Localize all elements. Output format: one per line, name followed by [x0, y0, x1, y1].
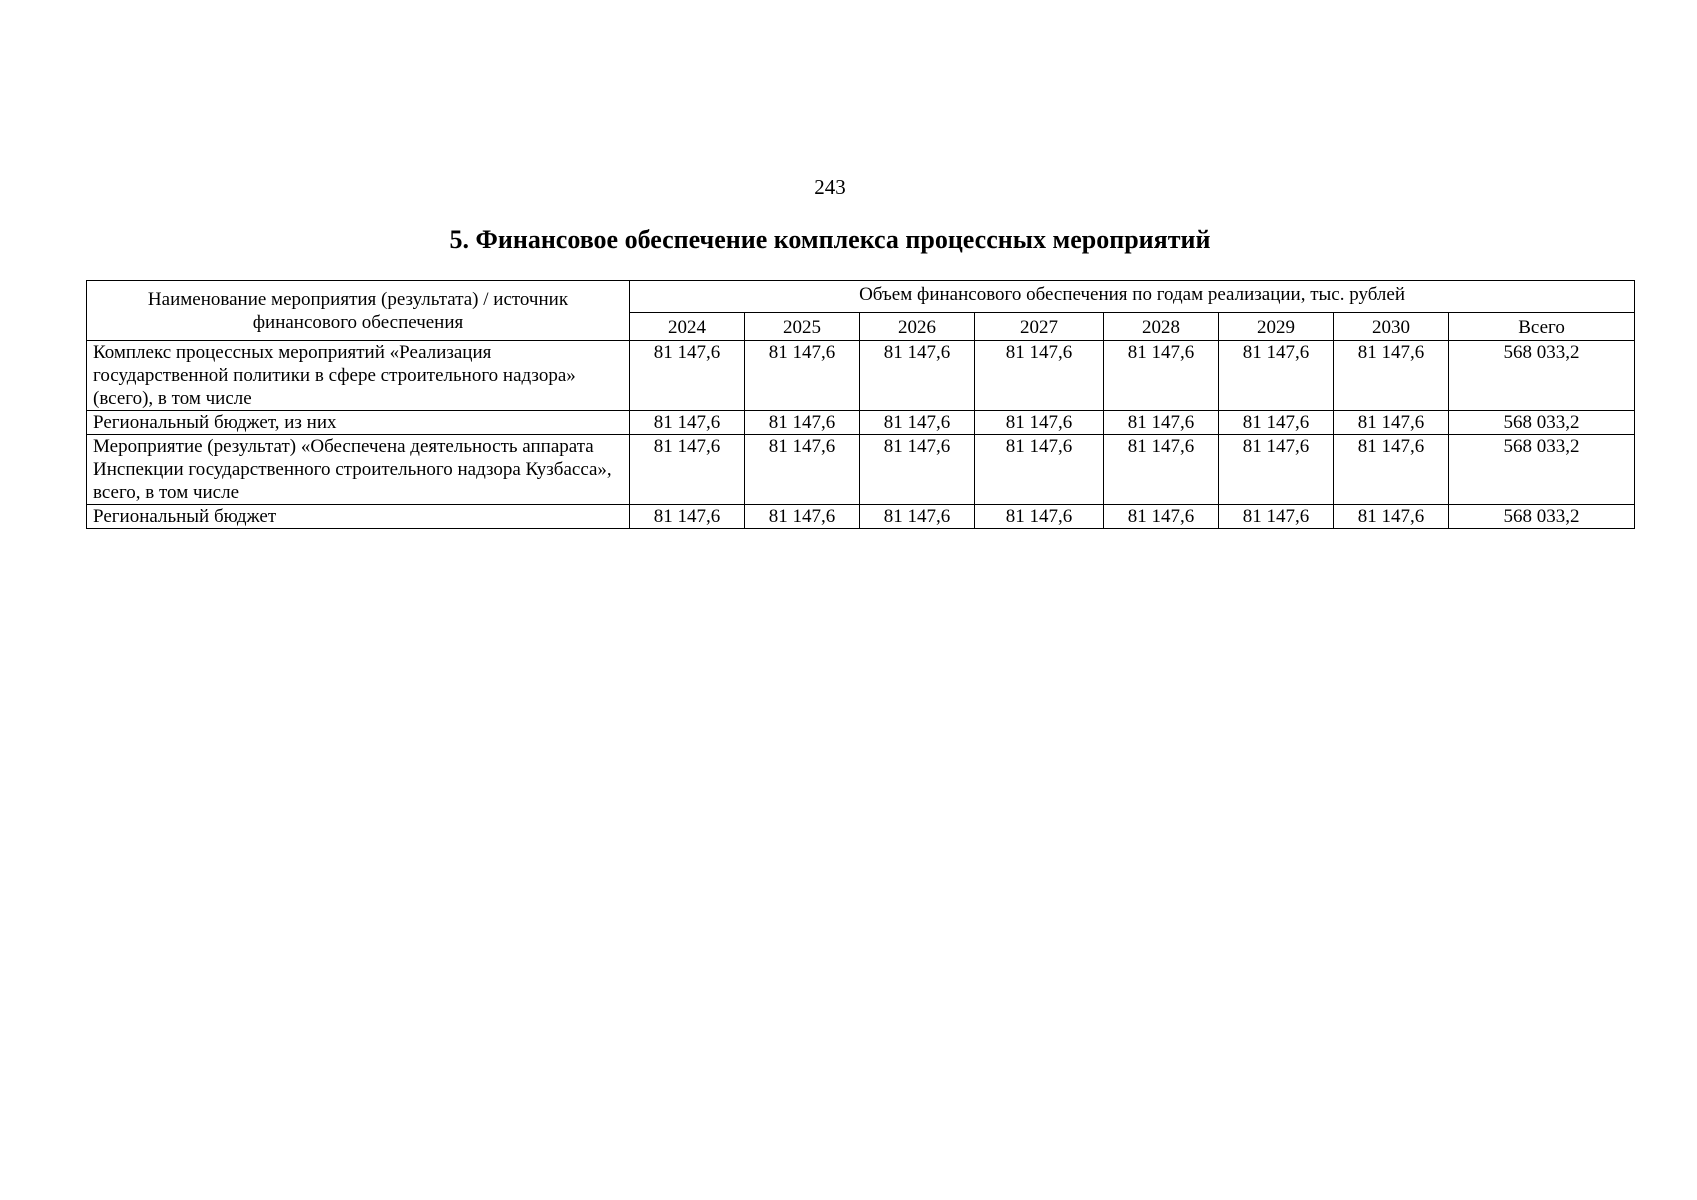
- value-cell: 81 147,6: [630, 411, 745, 435]
- value-cell: 81 147,6: [1219, 435, 1334, 505]
- table-row: [87, 435, 1635, 505]
- value-cell: 81 147,6: [1334, 341, 1449, 411]
- volume-column-header: Объем финансового обеспечения по годам реализации, тыс. рублей: [630, 281, 1635, 313]
- year-header-2028: 2028: [1104, 313, 1219, 341]
- value-cell: 81 147,6: [1104, 341, 1219, 411]
- value-cell: 81 147,6: [860, 435, 975, 505]
- value-cell: 81 147,6: [1104, 505, 1219, 529]
- value-cell: 81 147,6: [630, 505, 745, 529]
- value-cell: 81 147,6: [745, 505, 860, 529]
- value-cell: 81 147,6: [1334, 435, 1449, 505]
- total-cell: 568 033,2: [1449, 505, 1635, 529]
- year-header-2030: 2030: [1334, 313, 1449, 341]
- page-number: 243: [814, 175, 846, 199]
- value-cell: 81 147,6: [1219, 505, 1334, 529]
- value-cell: 81 147,6: [975, 435, 1104, 505]
- value-cell: 81 147,6: [745, 341, 860, 411]
- section-title: 5. Финансовое обеспечение комплекса процессных мероприятий: [449, 225, 1211, 254]
- year-header-2024: 2024: [630, 313, 745, 341]
- value-cell: 81 147,6: [745, 411, 860, 435]
- value-cell: 81 147,6: [860, 505, 975, 529]
- total-cell: 568 033,2: [1449, 411, 1635, 435]
- value-cell: 81 147,6: [1219, 411, 1334, 435]
- row-name: Региональный бюджет, из них: [87, 411, 630, 435]
- value-cell: 81 147,6: [1104, 411, 1219, 435]
- value-cell: 81 147,6: [630, 341, 745, 411]
- total-cell: 568 033,2: [1449, 341, 1635, 411]
- table-header-row: [87, 281, 1635, 313]
- total-header: Всего: [1449, 313, 1635, 341]
- table-row: [87, 341, 1635, 411]
- value-cell: 81 147,6: [630, 435, 745, 505]
- row-name: Мероприятие (результат) «Обеспечена деятельность аппарата Инспекции государственного строительного надзора Кузбасса», всего, в том числе: [87, 435, 630, 505]
- row-name: Комплекс процессных мероприятий «Реализация государственной политики в сфере строительного надзора» (всего), в том числе: [87, 341, 630, 411]
- table-row: [87, 411, 1635, 435]
- name-column-header: Наименование мероприятия (результата) / источник финансового обеспечения: [87, 281, 630, 341]
- value-cell: 81 147,6: [1104, 435, 1219, 505]
- value-cell: 81 147,6: [1219, 341, 1334, 411]
- total-cell: 568 033,2: [1449, 435, 1635, 505]
- value-cell: 81 147,6: [975, 505, 1104, 529]
- value-cell: 81 147,6: [860, 341, 975, 411]
- value-cell: 81 147,6: [860, 411, 975, 435]
- value-cell: 81 147,6: [1334, 505, 1449, 529]
- value-cell: 81 147,6: [975, 341, 1104, 411]
- year-header-2026: 2026: [860, 313, 975, 341]
- value-cell: 81 147,6: [1334, 411, 1449, 435]
- value-cell: 81 147,6: [745, 435, 860, 505]
- table-row: [87, 505, 1635, 529]
- row-name: Региональный бюджет: [87, 505, 630, 529]
- value-cell: 81 147,6: [975, 411, 1104, 435]
- year-header-2029: 2029: [1219, 313, 1334, 341]
- year-header-2027: 2027: [975, 313, 1104, 341]
- financing-table: [86, 280, 1635, 529]
- year-header-2025: 2025: [745, 313, 860, 341]
